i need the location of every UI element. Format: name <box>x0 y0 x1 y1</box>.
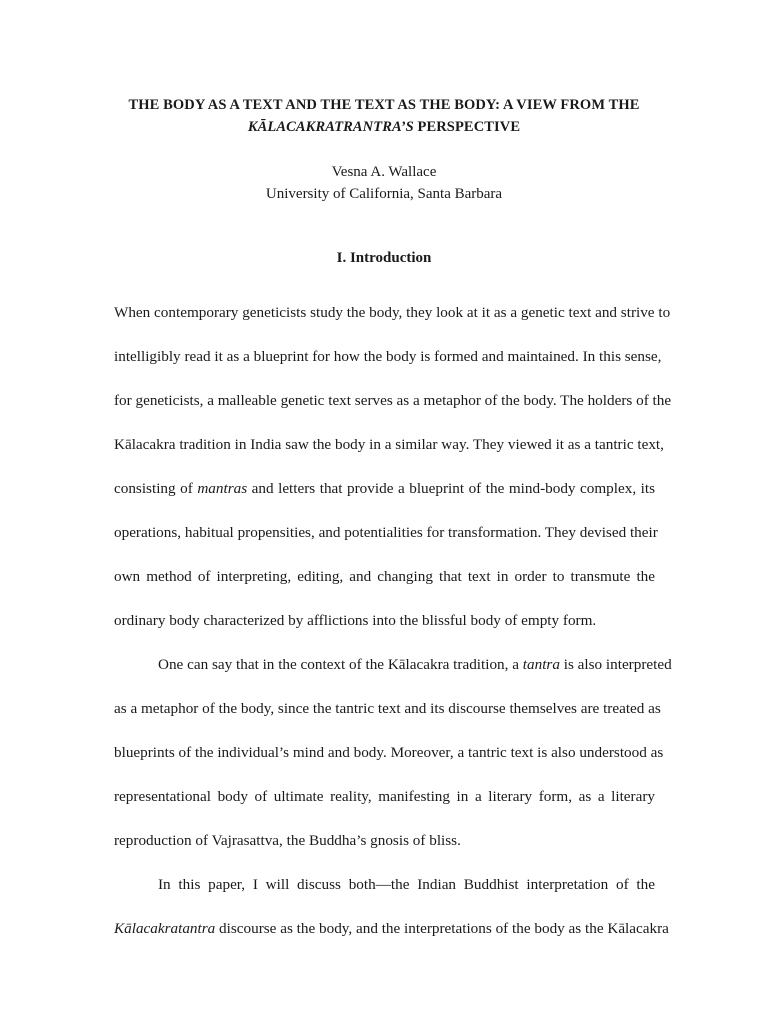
paragraph-2-line-5: reproduction of Vajrasattva, the Buddha’s gnosis of bliss. <box>114 832 461 849</box>
paragraph-2-line-1-end: is also interpreted <box>559 656 672 673</box>
title-line-2 <box>90 116 678 138</box>
paragraph-3-line-2 <box>114 907 669 951</box>
paragraph-1-line-6: operations, habitual propensities, and potentialities for transformation. They devised their <box>114 524 658 541</box>
title-italic-term: KĀLACAKRATRANTRA <box>247 119 401 135</box>
author-block <box>90 161 678 205</box>
paragraph-1-line-1: When contemporary geneticists study the body, they look at it as a genetic text and strive to <box>114 304 671 321</box>
title-line-1: THE BODY AS A TEXT AND THE TEXT AS THE BODY: A VIEW FROM THE <box>128 97 640 113</box>
paragraph-3-line-2-end: discourse as the body, and the interpretations of the body as the Kālacakra <box>215 920 669 937</box>
paragraph-1-line-3: for geneticists, a malleable genetic text serves as a metaphor of the body. The holders of the <box>114 392 672 409</box>
paragraph-2-line-3: blueprints of the individual’s mind and body. Moreover, a tantric text is also understood as <box>114 744 664 761</box>
paragraph-1-line-5 <box>114 467 655 511</box>
paragraph-2-line-4: representational body of ultimate reality, manifesting in a literary form, as a literary <box>114 788 655 805</box>
paragraph-2-line-2: as a metaphor of the body, since the tantric text and its discourse themselves are treated as <box>114 700 661 717</box>
paragraph-3-line-1: In this paper, I will discuss both—the Indian Buddhist interpretation of the <box>158 876 655 893</box>
paper-title <box>90 94 678 138</box>
title-italic-possessive: ’S <box>400 119 414 135</box>
author-affiliation: University of California, Santa Barbara <box>265 186 503 202</box>
italic-kalacakratantra: Kālacakratantra <box>114 920 216 937</box>
paragraph-1-line-5-end: and letters that provide a blueprint of the mind-body complex, its <box>247 480 656 497</box>
paragraph-1-line-4: Kālacakra tradition in India saw the body in a similar way. They viewed it as a tantric text, <box>114 436 664 453</box>
paragraph-1-line-7: own method of interpreting, editing, and changing that text in order to transmute the <box>114 568 655 585</box>
paragraph-1-line-2: intelligibly read it as a blueprint for how the body is formed and maintained. In this sense, <box>114 348 662 365</box>
paragraph-1-line-5-start: consisting of <box>114 480 198 497</box>
section-heading: I. Introduction <box>336 250 432 266</box>
paragraph-1-line-8: ordinary body characterized by afflictions into the blissful body of empty form. <box>114 612 597 629</box>
paragraph-2-line-1-start: One can say that in the context of the Kālacakra tradition, a <box>158 656 523 673</box>
italic-mantras: mantras <box>197 480 248 497</box>
author-name: Vesna A. Wallace <box>331 164 437 180</box>
title-line-2-rest: PERSPECTIVE <box>413 119 521 135</box>
body-text <box>114 291 672 951</box>
paragraph-2-line-1 <box>114 643 672 687</box>
italic-tantra: tantra <box>522 656 560 673</box>
